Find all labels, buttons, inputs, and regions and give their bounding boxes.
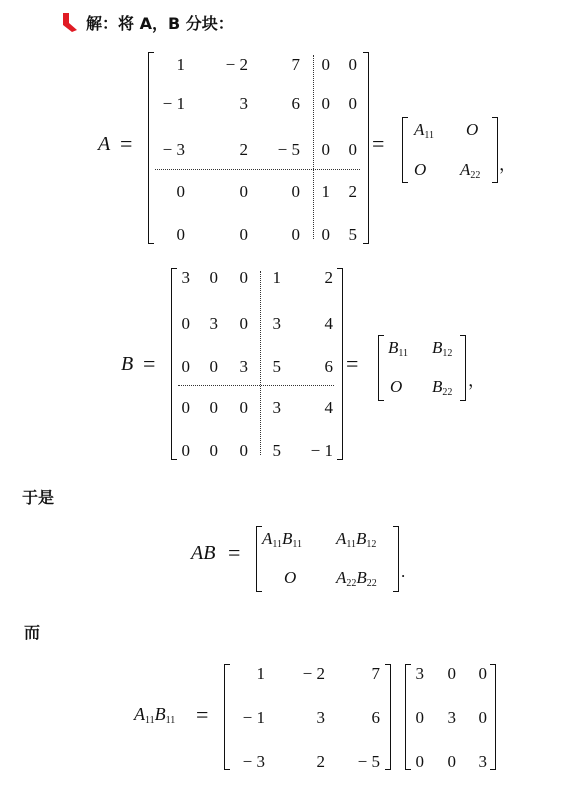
b11-right-bracket [490, 664, 496, 770]
matrix-a-block-right-bracket [492, 117, 498, 183]
a11-cell: 1 [256, 664, 265, 683]
matrix-b-cell: 0 [181, 398, 190, 417]
matrix-b-cell: 5 [272, 441, 281, 460]
block-a11: A11 [414, 120, 435, 141]
a11-cell: − 2 [302, 664, 325, 683]
b11-cell: 0 [478, 664, 487, 683]
matrix-a-cell: 2 [348, 182, 357, 201]
a11-cell: 3 [316, 708, 325, 727]
b11-cell: 3 [478, 752, 487, 771]
matrix-a-cell: 0 [348, 140, 357, 159]
matrix-b-partition-vertical [260, 271, 261, 455]
ab-r1c2: A11B12 [336, 529, 377, 550]
a11-cell: − 1 [242, 708, 265, 727]
matrix-b-cell: 3 [239, 357, 248, 376]
matrix-b-left-bracket [171, 268, 177, 460]
matrix-a-cell: − 5 [277, 140, 300, 159]
a11-cell: 6 [371, 708, 380, 727]
block-a22: A22 [460, 160, 481, 181]
matrix-b-cell: 3 [181, 268, 190, 287]
matrix-a-cell: 0 [321, 94, 330, 113]
ab-r2c2: A22B22 [336, 568, 377, 589]
matrix-a-cell: 0 [348, 55, 357, 74]
matrix-b-partition-horizontal [178, 385, 334, 386]
a11-cell: − 3 [242, 752, 265, 771]
matrix-b-label: B [121, 353, 134, 375]
ab-r1c1: A11B11 [262, 529, 303, 550]
matrix-a-partition-vertical [313, 55, 314, 239]
matrix-b-cell: 6 [324, 357, 333, 376]
a11-left-bracket [224, 664, 230, 770]
matrix-a-cell: − 3 [162, 140, 185, 159]
matrix-a-label: A [98, 133, 111, 155]
ab-right-bracket [393, 526, 399, 592]
b11-cell: 0 [447, 664, 456, 683]
matrix-a-cell: 1 [176, 55, 185, 74]
solution-label: 解： [86, 14, 119, 33]
equals-sign: = [196, 702, 209, 727]
matrix-b-block-left-bracket [378, 335, 384, 401]
matrix-b-cell: 0 [181, 357, 190, 376]
matrix-a-cell: − 1 [162, 94, 185, 113]
ab-label: AB [191, 542, 216, 564]
a11-right-bracket [385, 664, 391, 770]
matrix-a-cell: 0 [321, 55, 330, 74]
matrix-b-block-right-bracket [460, 335, 466, 401]
text-yushi: 于是 [22, 488, 55, 507]
matrix-b-cell: 3 [272, 314, 281, 333]
matrix-b-cell: 4 [324, 314, 333, 333]
equals-sign: = [372, 131, 385, 156]
block-b22: B22 [432, 377, 453, 398]
period: . [401, 562, 406, 581]
matrix-b-cell: 0 [181, 441, 190, 460]
b11-cell: 0 [415, 752, 424, 771]
matrix-b-cell: 0 [239, 398, 248, 417]
header-line [86, 11, 234, 34]
matrix-a-cell: 0 [291, 182, 300, 201]
equals-sign: = [228, 540, 241, 565]
matrix-b-cell: 0 [239, 314, 248, 333]
matrix-a-cell: 0 [239, 182, 248, 201]
matrix-b-cell: 4 [324, 398, 333, 417]
equals-sign: = [120, 131, 133, 156]
matrix-a-cell: 0 [321, 225, 330, 244]
matrix-b-cell: − 1 [310, 441, 333, 460]
block-zero: O [414, 160, 427, 179]
b11-cell: 0 [478, 708, 487, 727]
matrix-a-cell: 6 [291, 94, 300, 113]
matrix-b-right-bracket [337, 268, 343, 460]
b11-left-bracket [405, 664, 411, 770]
a11-cell: − 5 [357, 752, 380, 771]
b11-cell: 3 [447, 708, 456, 727]
matrix-b-cell: 3 [209, 314, 218, 333]
matrix-a-cell: 0 [176, 182, 185, 201]
matrix-a-cell: 0 [176, 225, 185, 244]
matrix-b-cell: 0 [209, 268, 218, 287]
matrix-a-right-bracket [363, 52, 369, 244]
matrix-b-cell: 0 [239, 268, 248, 287]
red-marker-icon [60, 11, 80, 33]
block-zero: O [466, 120, 479, 139]
matrix-b-cell: 1 [272, 268, 281, 287]
text-er: 而 [24, 623, 41, 642]
matrix-b-cell: 0 [209, 398, 218, 417]
block-b12: B12 [432, 338, 453, 359]
b11-cell: 0 [447, 752, 456, 771]
equals-sign: = [346, 351, 359, 376]
comma: ， [468, 371, 485, 390]
matrix-a-left-bracket [148, 52, 154, 244]
matrix-b-cell: 3 [272, 398, 281, 417]
matrix-a-cell: 3 [239, 94, 248, 113]
matrix-b-cell: 0 [181, 314, 190, 333]
matrix-b-cell: 0 [209, 357, 218, 376]
matrix-a-partition-horizontal [155, 169, 360, 170]
block-zero: O [390, 377, 403, 396]
a11-cell: 2 [316, 752, 325, 771]
matrix-a-cell: 0 [291, 225, 300, 244]
matrix-a-cell: 7 [291, 55, 300, 74]
matrix-a-cell: 5 [348, 225, 357, 244]
matrix-b-cell: 2 [324, 268, 333, 287]
matrix-a-cell: 0 [321, 140, 330, 159]
block-b11: B11 [388, 338, 409, 359]
a11b11-label: A11B11 [134, 704, 176, 726]
comma: ， [499, 155, 516, 174]
matrix-b-cell: 0 [239, 441, 248, 460]
matrix-a-block-left-bracket [402, 117, 408, 183]
b11-cell: 3 [415, 664, 424, 683]
ab-r2c1: O [284, 568, 297, 587]
matrix-a-cell: 0 [239, 225, 248, 244]
header-text: 将 A，B 分块： [118, 14, 234, 33]
a11-cell: 7 [371, 664, 380, 683]
b11-cell: 0 [415, 708, 424, 727]
matrix-a-cell: − 2 [225, 55, 248, 74]
equals-sign: = [143, 351, 156, 376]
matrix-a-cell: 0 [348, 94, 357, 113]
matrix-a-cell: 1 [321, 182, 330, 201]
matrix-a-cell: 2 [239, 140, 248, 159]
matrix-b-cell: 0 [209, 441, 218, 460]
matrix-b-cell: 5 [272, 357, 281, 376]
